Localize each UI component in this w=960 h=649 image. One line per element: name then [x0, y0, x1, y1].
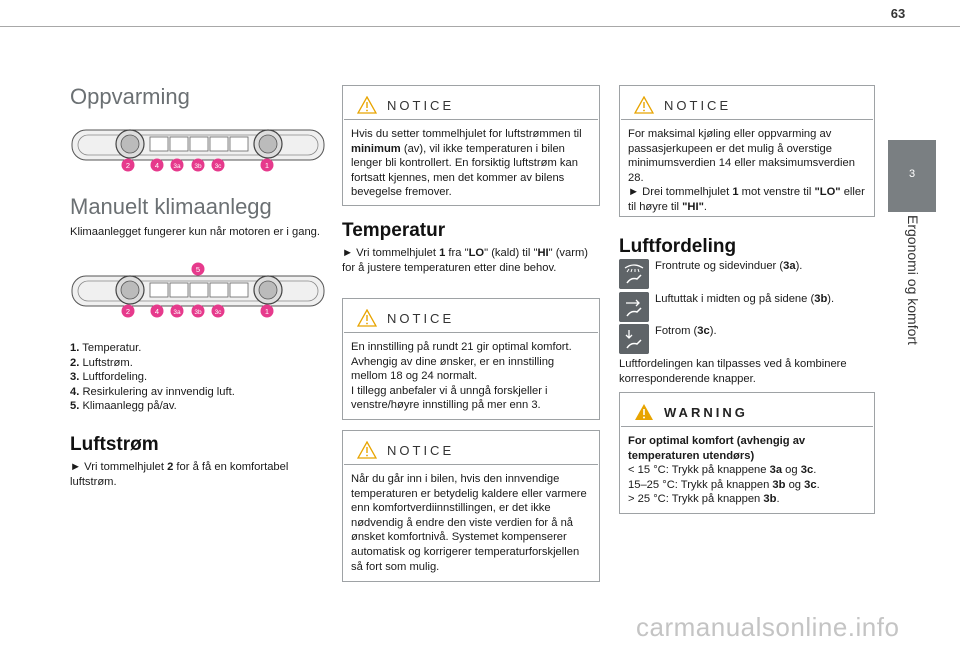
notice-body: Når du går inn i bilen, hvis den innvendige temperaturen er betydelig kaldere eller varmere enn komfortverdiinnstillingen, er det ikke nødvendig å endre den viste verdien for å nå ønsket komfortnivå. Systemet kompenserer automatisk og korrigerer temperaturforskjellen så fort som mulig. [351, 473, 587, 573]
page-number: 63 [890, 6, 906, 21]
warning-triangle-icon [357, 96, 377, 114]
heading-luftstrom: Luftstrøm [70, 434, 159, 455]
distribution-info: Luftfordelingen kan tilpasses ved å kombinere korresponderende knapper. [619, 358, 847, 385]
center-vents-icon [619, 292, 649, 322]
notice-body: For maksimal kjøling eller oppvarming av passasjerkupeen er det mulig å overstige minimumsverdien 14 eller maksimumsverdien 28. ► Drei tommelhjulet 1 mot venstre til "LO" eller til høyre til "HI". [628, 128, 865, 213]
notice-box-2 [342, 298, 600, 420]
console-image-1 [70, 122, 326, 176]
distribution-text: Fotrom (3c). [655, 325, 717, 337]
callout-3a [171, 305, 184, 318]
warning-triangle-icon [634, 96, 654, 114]
intro-text: Klimaanlegget fungerer kun når motoren er i gang. [70, 226, 321, 238]
notice-body: Hvis du setter tommelhjulet for luftstrømmen til minimum (av), vil ikke temperaturen i bilen lenger bli kontrollert. En forsiktig luftstrøm kan fortsatt kjennes, men det kommer av bilens bevegelse fremover. [351, 128, 582, 199]
callout-3b [192, 159, 205, 172]
header-rule [0, 26, 960, 27]
svg-text:1: 1 [264, 307, 270, 316]
heading-luftfordeling: Luftfordeling [619, 236, 737, 257]
callout-4 [151, 159, 164, 172]
svg-text:2: 2 [125, 161, 131, 170]
callout-1 [261, 159, 274, 172]
chapter-number: 3 [908, 168, 916, 180]
notice-label: NOTICE [387, 310, 455, 326]
svg-text:3b: 3b [194, 309, 202, 316]
list-item: 2. Luftstrøm. [70, 356, 133, 369]
distribution-row-3a [619, 259, 802, 289]
callout-2 [122, 305, 135, 318]
notice-box-1 [342, 85, 600, 206]
windscreen-icon [619, 259, 649, 289]
svg-text:3c: 3c [214, 309, 222, 316]
list-item: 3. Luftfordeling. [70, 371, 148, 384]
chapter-title: Ergonomi og komfort [905, 215, 921, 345]
notice-box-4 [619, 85, 875, 217]
temperatur-text: ► Vri tommelhjulet 1 fra "LO" (kald) til "HI" (varm) for å justere temperaturen etter dine behov. [342, 247, 589, 274]
heading-manuelt-klimaanlegg: Manuelt klimaanlegg [70, 194, 272, 219]
svg-text:4: 4 [154, 307, 160, 316]
distribution-text: Frontrute og sidevinduer (3a). [655, 260, 803, 272]
distribution-row-3b [619, 292, 834, 322]
warning-box [619, 392, 875, 514]
callout-3a [171, 159, 184, 172]
list-item: 4. Resirkulering av innvendig luft. [70, 385, 235, 398]
controls-list [70, 341, 320, 414]
notice-label: NOTICE [387, 442, 455, 458]
list-item: 5. Klimaanlegg på/av. [70, 400, 177, 413]
svg-text:3a: 3a [173, 309, 181, 316]
distribution-row-3c [619, 324, 717, 354]
notice-box-3 [342, 430, 600, 582]
svg-text:3a: 3a [173, 163, 181, 170]
callout-2 [122, 159, 135, 172]
callout-3c [212, 159, 225, 172]
notice-label: NOTICE [387, 97, 455, 113]
watermark: carmanualsonline.info [636, 612, 900, 642]
warning-triangle-icon [357, 309, 377, 327]
svg-text:1: 1 [264, 161, 270, 170]
list-item: 1. Temperatur. [70, 342, 142, 354]
callout-3c [212, 305, 225, 318]
callout-5 [192, 263, 205, 276]
notice-body: En innstilling på rundt 21 gir optimal komfort. Avhengig av dine ønsker, er en innstilling mellom 18 og 24 normalt. I tillegg anbefaler vi å unngå forskjeller i venstre/høyre innstilling på mer enn 3. [351, 341, 572, 412]
callout-4 [151, 305, 164, 318]
footwell-icon [619, 324, 649, 354]
distribution-text: Luftuttak i midten og på sidene (3b). [655, 293, 835, 305]
svg-text:4: 4 [154, 161, 160, 170]
console-image-2 [70, 262, 326, 322]
callout-3b [192, 305, 205, 318]
svg-text:3b: 3b [194, 163, 202, 170]
warning-label: WARNING [664, 404, 748, 420]
chapter-title-vertical [893, 215, 923, 375]
svg-text:2: 2 [125, 307, 131, 316]
notice-label: NOTICE [664, 97, 732, 113]
luftstrom-text: ► Vri tommelhjulet 2 for å få en komfortabel luftstrøm. [70, 461, 289, 488]
warning-body: For optimal komfort (avhengig av temperaturen utendørs) < 15 °C: Trykk på knappene 3a og 3c. 15–25 °C: Trykk på knappen 3b og 3c. > 25 °C: Trykk på knappen 3b. [628, 435, 820, 506]
callout-1 [261, 305, 274, 318]
warning-triangle-icon [634, 403, 654, 421]
heading-oppvarming: Oppvarming [70, 84, 190, 109]
svg-text:5: 5 [195, 265, 201, 274]
warning-triangle-icon [357, 441, 377, 459]
heading-temperatur: Temperatur [342, 220, 446, 241]
svg-text:3c: 3c [214, 163, 222, 170]
